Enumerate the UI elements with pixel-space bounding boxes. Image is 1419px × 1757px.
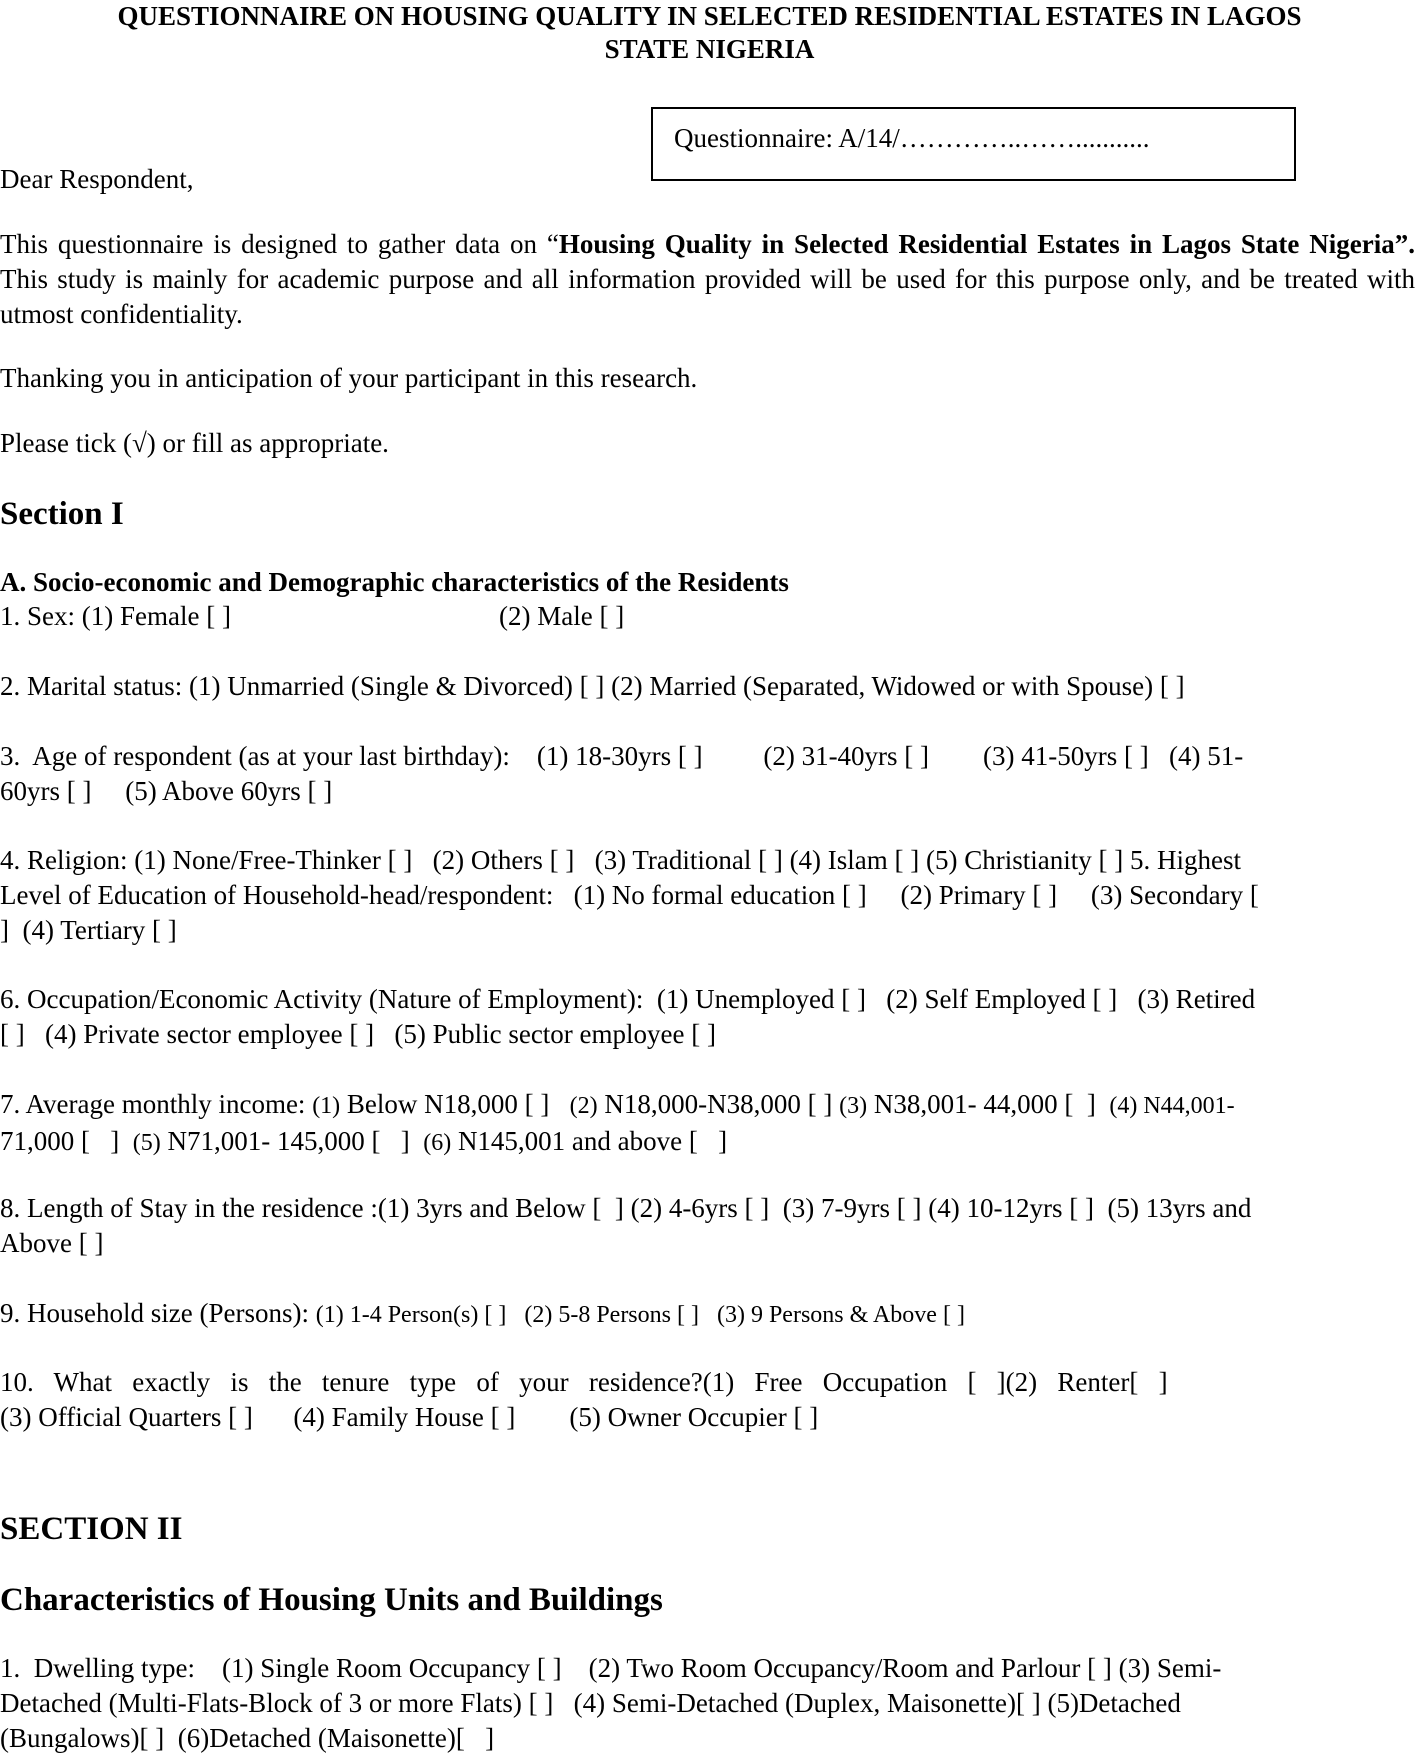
title-line-1: QUESTIONNAIRE ON HOUSING QUALITY IN SELECTED RESIDENTIAL ESTATES IN LAGOS — [117, 1, 1302, 31]
thanks-text: Thanking you in anticipation of your participant in this research. — [0, 363, 698, 393]
sex-option-male: (2) Male [ ] — [499, 601, 625, 631]
income-opt-5-number: (5) — [132, 1130, 161, 1156]
age-line-2: 60yrs [ ] (5) Above 60yrs [ ] — [0, 776, 333, 806]
intro-study-title: Housing Quality in Selected Residential Estates in Lagos State Nigeria”. — [558, 229, 1415, 259]
occupation-line-2: [ ] (4) Private sector employee [ ] (5) Public sector employee [ ] — [0, 1019, 716, 1049]
section-2-heading: SECTION II — [0, 1511, 183, 1547]
section-2-subheading: Characteristics of Housing Units and Buildings — [0, 1582, 663, 1618]
section-1-subheading: A. Socio-economic and Demographic characteristics of the Residents — [0, 567, 789, 597]
question-9-household-size — [0, 1296, 965, 1333]
income-opt-4-text: (4) N44,001- — [1109, 1093, 1235, 1119]
income-opt-1-text: Below N18,000 [ ] — [340, 1089, 570, 1119]
section-2-question-1-dwelling-type — [0, 1651, 1221, 1756]
religion-line-3: ] (4) Tertiary [ ] — [0, 915, 177, 945]
stay-line-2: Above [ ] — [0, 1228, 104, 1258]
dwelling-line-1: 1. Dwelling type: (1) Single Room Occupancy [ ] (2) Two Room Occupancy/Room and Parlour [ ] (3) Semi- — [0, 1653, 1222, 1683]
household-size-label: 9. Household size (Persons): — [0, 1298, 316, 1328]
question-2-marital-status: 2. Marital status: (1) Unmarried (Single & Divorced) [ ] (2) Married (Separated, Widowed or with Spouse) [ ] — [0, 671, 1185, 701]
religion-line-2: Level of Education of Household-head/respondent: (1) No formal education [ ] (2) Primary [ ] (3) Secondary [ — [0, 880, 1259, 910]
document-title — [0, 0, 1419, 66]
occupation-line-1: 6. Occupation/Economic Activity (Nature of Employment): (1) Unemployed [ ] (2) Self Employed [ ] (3) Retired — [0, 984, 1256, 1014]
question-1-sex — [0, 599, 231, 634]
question-10-tenure-type — [0, 1365, 1168, 1435]
section-1-heading: Section I — [0, 496, 124, 532]
income-opt-5-text: N71,001- 145,000 [ ] — [160, 1126, 424, 1156]
age-line-1: 3. Age of respondent (as at your last birthday): (1) 18-30yrs [ ] (2) 31-40yrs [ ] (3) 41-50yrs [ ] (4) 51- — [0, 741, 1244, 771]
question-3-age — [0, 739, 1243, 809]
question-7-income — [0, 1087, 1235, 1161]
income-opt-6-number: (6) — [423, 1130, 452, 1156]
income-opt-6-text: N145,001 and above [ ] — [451, 1126, 728, 1156]
income-opt-3-text: N38,001- 44,000 [ ] — [867, 1089, 1110, 1119]
title-line-2: STATE NIGERIA — [604, 34, 815, 64]
stay-line-1: 8. Length of Stay in the residence :(1) 3yrs and Below [ ] (2) 4-6yrs [ ] (3) 7-9yrs [ ] (4) 10-12yrs [ ] (5) 13yrs and — [0, 1193, 1252, 1223]
question-4-religion-5-education — [0, 843, 1259, 948]
dwelling-line-2: Detached (Multi-Flats-Block of 3 or more Flats) [ ] (4) Semi-Detached (Duplex, Maisonette)[ ] (5)Detached — [0, 1688, 1181, 1718]
greeting: Dear Respondent, — [0, 164, 194, 194]
income-opt-2-text: N18,000-N38,000 [ ] — [597, 1089, 840, 1119]
sex-option-female: 1. Sex: (1) Female [ ] — [0, 601, 231, 631]
income-opt-1-number: (1) — [312, 1093, 341, 1119]
income-opt-2-number: (2) — [569, 1093, 598, 1119]
questionnaire-number-box — [651, 107, 1296, 181]
intro-text-post: This study is mainly for academic purpose and all information provided will be used for this purpose only, and be treated with utmost confidentiality. — [0, 264, 1415, 329]
household-size-options: (1) 1-4 Person(s) [ ] (2) 5-8 Persons [ ] (3) 9 Persons & Above [ ] — [315, 1302, 965, 1328]
income-opt-3-number: (3) — [839, 1093, 868, 1119]
questionnaire-number: Questionnaire: A/14/…………..……........... — [674, 123, 1150, 153]
intro-paragraph — [0, 227, 1415, 332]
intro-text-pre: This questionnaire is designed to gather data on “ — [0, 229, 559, 259]
dwelling-line-3: (Bungalows)[ ] (6)Detached (Maisonette)[ ] — [0, 1723, 495, 1753]
income-opt-4-tail: 71,000 [ ] — [0, 1126, 133, 1156]
question-8-length-of-stay — [0, 1191, 1251, 1261]
tenure-line-2: (3) Official Quarters [ ] (4) Family House [ ] (5) Owner Occupier [ ] — [0, 1402, 819, 1432]
instruction-text: Please tick (√) or fill as appropriate. — [0, 428, 389, 458]
religion-line-1: 4. Religion: (1) None/Free-Thinker [ ] (2) Others [ ] (3) Traditional [ ] (4) Islam [ ] (5) Christianity [ ] 5. Highest — [0, 845, 1241, 875]
question-6-occupation — [0, 982, 1255, 1052]
tenure-line-1: 10. What exactly is the tenure type of your residence?(1) Free Occupation [ ](2) Renter[ ] — [0, 1367, 1168, 1397]
income-label: 7. Average monthly income: — [0, 1089, 313, 1119]
